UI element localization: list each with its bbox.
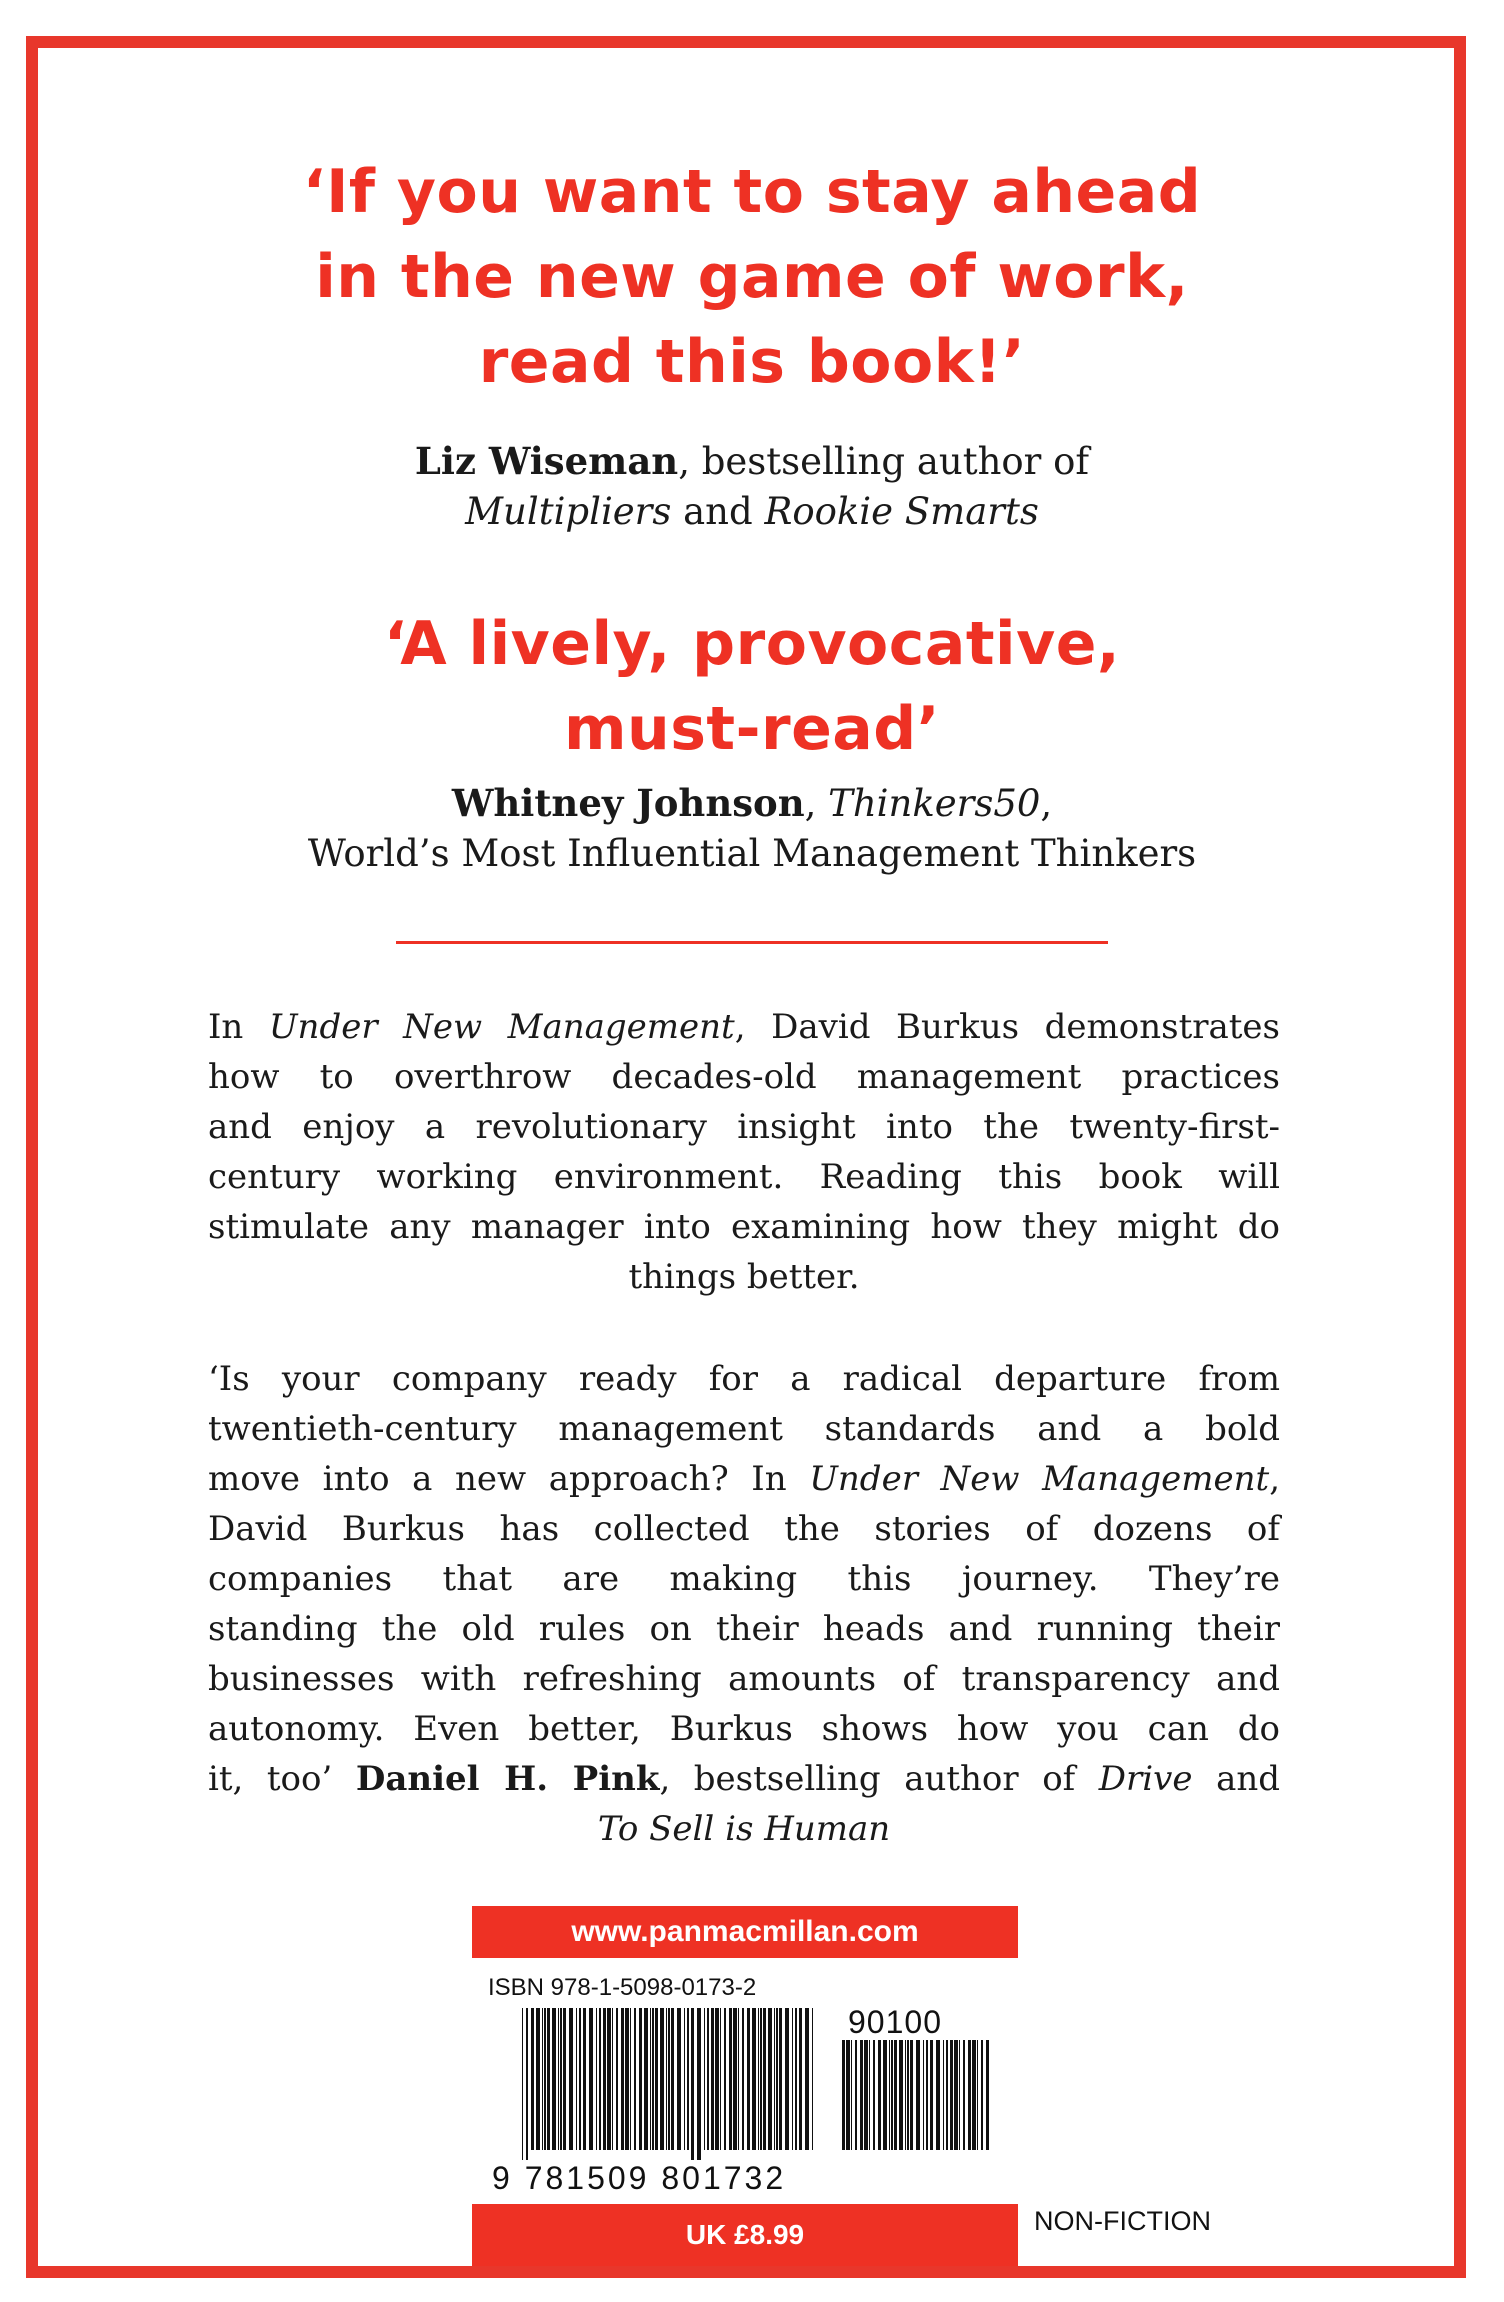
barcode-bar	[869, 2040, 870, 2150]
red-divider	[396, 941, 1108, 944]
quote-one-line: ‘If you want to stay ahead	[302, 157, 1202, 227]
barcode-bar	[621, 2008, 624, 2150]
barcode-bar	[704, 2008, 705, 2150]
book-title-multipliers: Multipliers	[465, 490, 672, 533]
barcode-addon	[840, 2040, 992, 2160]
book-title: Under New Management	[809, 1459, 1270, 1499]
barcode-bar	[878, 2040, 881, 2150]
barcode-bar	[986, 2040, 989, 2150]
blurb-text: and	[1192, 1759, 1280, 1799]
barcode-bar	[542, 2008, 543, 2150]
blurb-line: twentieth-century management standards and a bold	[208, 1409, 1280, 1449]
barcode-bar	[752, 2008, 756, 2150]
barcode-bar	[851, 2040, 852, 2150]
barcode-bar	[795, 2008, 797, 2150]
barcode-bar	[603, 2008, 606, 2150]
barcode-bar	[812, 2008, 813, 2150]
attribution-one-and: and	[671, 490, 765, 533]
barcode-bar	[677, 2008, 681, 2150]
blurb-line: businesses with refreshing amounts of transparency and	[208, 1659, 1280, 1699]
barcode-bar	[552, 2008, 556, 2150]
barcode-bar	[943, 2040, 944, 2150]
barcode-bar	[805, 2008, 809, 2150]
barcode-bar	[883, 2040, 887, 2150]
blurb-line: companies that are making this journey. They’re	[208, 1559, 1280, 1599]
blurb-text: ,	[1269, 1459, 1280, 1499]
category-label: NON-FICTION	[1034, 2206, 1211, 2236]
barcode-bar	[860, 2040, 863, 2150]
barcode-bar	[531, 2008, 534, 2150]
barcode-bar	[729, 2008, 732, 2150]
barcode-bar	[981, 2040, 983, 2150]
barcode-bar	[968, 2040, 971, 2150]
barcode-bar	[639, 2008, 642, 2150]
barcode-bar	[963, 2040, 965, 2150]
barcode-bar	[799, 2008, 802, 2150]
barcode-bar	[544, 2008, 546, 2150]
barcode-bar	[779, 2008, 782, 2150]
price-banner	[472, 2204, 1018, 2266]
website-banner	[472, 1906, 1018, 1958]
quote-one-line: in the new game of work,	[315, 242, 1189, 312]
barcode-bar	[776, 2008, 778, 2150]
barcode-bar	[907, 2040, 909, 2150]
book-title-to-sell-is-human: To Sell is Human	[597, 1809, 891, 1849]
barcode-bar	[607, 2008, 611, 2150]
blurb-line: things better.	[628, 1257, 860, 1297]
barcode-bar	[536, 2008, 540, 2150]
barcode-bar	[652, 2008, 654, 2150]
barcode-bar	[774, 2008, 775, 2150]
barcode-bar	[950, 2040, 953, 2150]
barcode-bar	[742, 2008, 744, 2150]
barcode-bar	[724, 2008, 726, 2150]
barcode-bar	[758, 2008, 759, 2150]
barcode-bar	[842, 2040, 845, 2150]
barcode-bar	[946, 2040, 948, 2150]
barcode-bar	[625, 2008, 629, 2150]
book-title: Under New Management	[268, 1007, 735, 1047]
blurb-two	[208, 1354, 1280, 1854]
barcode-bar	[612, 2008, 613, 2150]
attribution-two-title: World’s Most Influential Management Thinkers	[307, 832, 1197, 875]
barcode-bar	[583, 2008, 586, 2150]
website-url[interactable]: www.panmacmillan.com	[571, 1915, 919, 1948]
barcode-bar	[926, 2040, 928, 2150]
barcode-addon-digits: 90100	[848, 2004, 942, 2040]
barcode-bar	[959, 2040, 960, 2150]
barcode-bar	[936, 2040, 940, 2150]
barcode-bar	[916, 2040, 920, 2150]
barcode	[520, 2008, 816, 2160]
quote-two	[0, 602, 1504, 772]
barcode-bar	[792, 2008, 793, 2150]
barcode-bar	[930, 2040, 933, 2150]
barcode-bar	[697, 2008, 701, 2160]
barcode-bar	[910, 2040, 913, 2150]
barcode-bar	[899, 2040, 903, 2150]
barcode-bar	[891, 2040, 893, 2150]
blurb-line: ‘Is your company ready for a radical departure from	[208, 1359, 1280, 1399]
blurb-text: , David Burkus demonstrates	[734, 1007, 1280, 1047]
barcode-bar	[923, 2040, 924, 2150]
blurb-one	[208, 1002, 1280, 1302]
barcode-bar	[763, 2008, 766, 2150]
barcode-bar	[668, 2008, 670, 2150]
blurb-line: century working environment. Reading this book will	[208, 1157, 1280, 1197]
barcode-bar	[747, 2008, 750, 2150]
book-title-drive: Drive	[1098, 1759, 1193, 1799]
barcode-bar	[563, 2008, 566, 2150]
isbn-label: ISBN 978-1-5098-0173-2	[488, 1974, 757, 2001]
attribution-two	[0, 778, 1504, 879]
barcode-bar	[576, 2008, 577, 2150]
attribution-one-name: Liz Wiseman	[414, 439, 679, 483]
barcode-bar	[760, 2008, 762, 2150]
barcode-bar	[687, 2008, 689, 2150]
blurb-line: David Burkus has collected the stories of dozens of	[208, 1509, 1280, 1549]
barcode-bar	[768, 2008, 772, 2150]
attribution-two-sep: ,	[804, 782, 829, 825]
quote-two-line: ‘A lively, provocative,	[383, 609, 1121, 679]
barcode-bar	[715, 2008, 719, 2150]
blurb-line: autonomy. Even better, Burkus shows how you can do	[208, 1709, 1280, 1749]
barcode-bar	[596, 2008, 597, 2150]
barcode-bar	[846, 2040, 850, 2150]
barcode-bar	[894, 2040, 897, 2150]
attribution-two-org: Thinkers50	[828, 782, 1041, 825]
barcode-bar	[569, 2008, 573, 2150]
blurb-text: , bestselling author of	[659, 1759, 1099, 1799]
barcode-bar	[644, 2008, 648, 2150]
attribution-one	[0, 436, 1504, 537]
barcode-bar	[630, 2008, 631, 2150]
quote-one	[0, 150, 1504, 405]
blurb-line: how to overthrow decades-old management practices	[208, 1057, 1280, 1097]
quote-two-line: must-read’	[563, 694, 941, 764]
barcode-bar	[905, 2040, 906, 2150]
attribution-one-role: , bestselling author of	[678, 440, 1090, 483]
barcode-bar	[660, 2008, 664, 2150]
quote-one-line: read this book!’	[478, 327, 1026, 397]
barcode-bar	[589, 2008, 593, 2150]
barcode-bar	[720, 2008, 721, 2150]
blurb-text: In	[208, 1007, 269, 1047]
barcode-bar	[558, 2008, 559, 2150]
barcode-bar	[972, 2040, 976, 2150]
attribution-two-name: Whitney Johnson	[451, 781, 805, 825]
barcode-bar	[707, 2008, 709, 2150]
barcode-digits: 9 781509 801732	[492, 2160, 787, 2196]
barcode-bar	[785, 2008, 789, 2150]
barcode-bar	[671, 2008, 674, 2150]
blurb-line: stimulate any manager into examining how they might do	[208, 1207, 1280, 1247]
barcode-bar	[889, 2040, 890, 2150]
barcode-bar	[738, 2008, 739, 2150]
barcode-bar	[560, 2008, 562, 2150]
barcode-bar	[522, 2008, 523, 2160]
barcode-bar	[711, 2008, 714, 2150]
barcode-bar	[954, 2040, 958, 2150]
barcode-bar	[579, 2008, 581, 2150]
barcode-bar	[666, 2008, 667, 2150]
attribution-two-comma: ,	[1040, 782, 1053, 825]
barcode-bar	[634, 2008, 636, 2150]
barcode-bar	[873, 2040, 875, 2150]
barcode-bar	[547, 2008, 550, 2150]
blurb-text: move into a new approach? In	[208, 1459, 810, 1499]
barcode-bar	[599, 2008, 601, 2150]
barcode-bar	[616, 2008, 618, 2150]
barcode-bar	[655, 2008, 658, 2150]
barcode-bar	[733, 2008, 737, 2150]
blurb-line: and enjoy a revolutionary insight into the twenty-first-	[208, 1107, 1280, 1147]
price-label: UK £8.99	[685, 2219, 805, 2250]
blurb-line: standing the old rules on their heads and running their	[208, 1609, 1280, 1649]
barcode-bar	[684, 2008, 685, 2150]
barcode-bar	[864, 2040, 868, 2150]
barcode-bar	[691, 2008, 694, 2160]
book-title-rookie-smarts: Rookie Smarts	[764, 490, 1039, 533]
barcode-bar	[977, 2040, 978, 2150]
endorser-name: Daniel H. Pink	[355, 1759, 660, 1799]
barcode-bar	[526, 2008, 528, 2160]
barcode-bar	[650, 2008, 651, 2150]
barcode-bar	[855, 2040, 857, 2150]
blurb-text: it, too’	[208, 1759, 356, 1799]
